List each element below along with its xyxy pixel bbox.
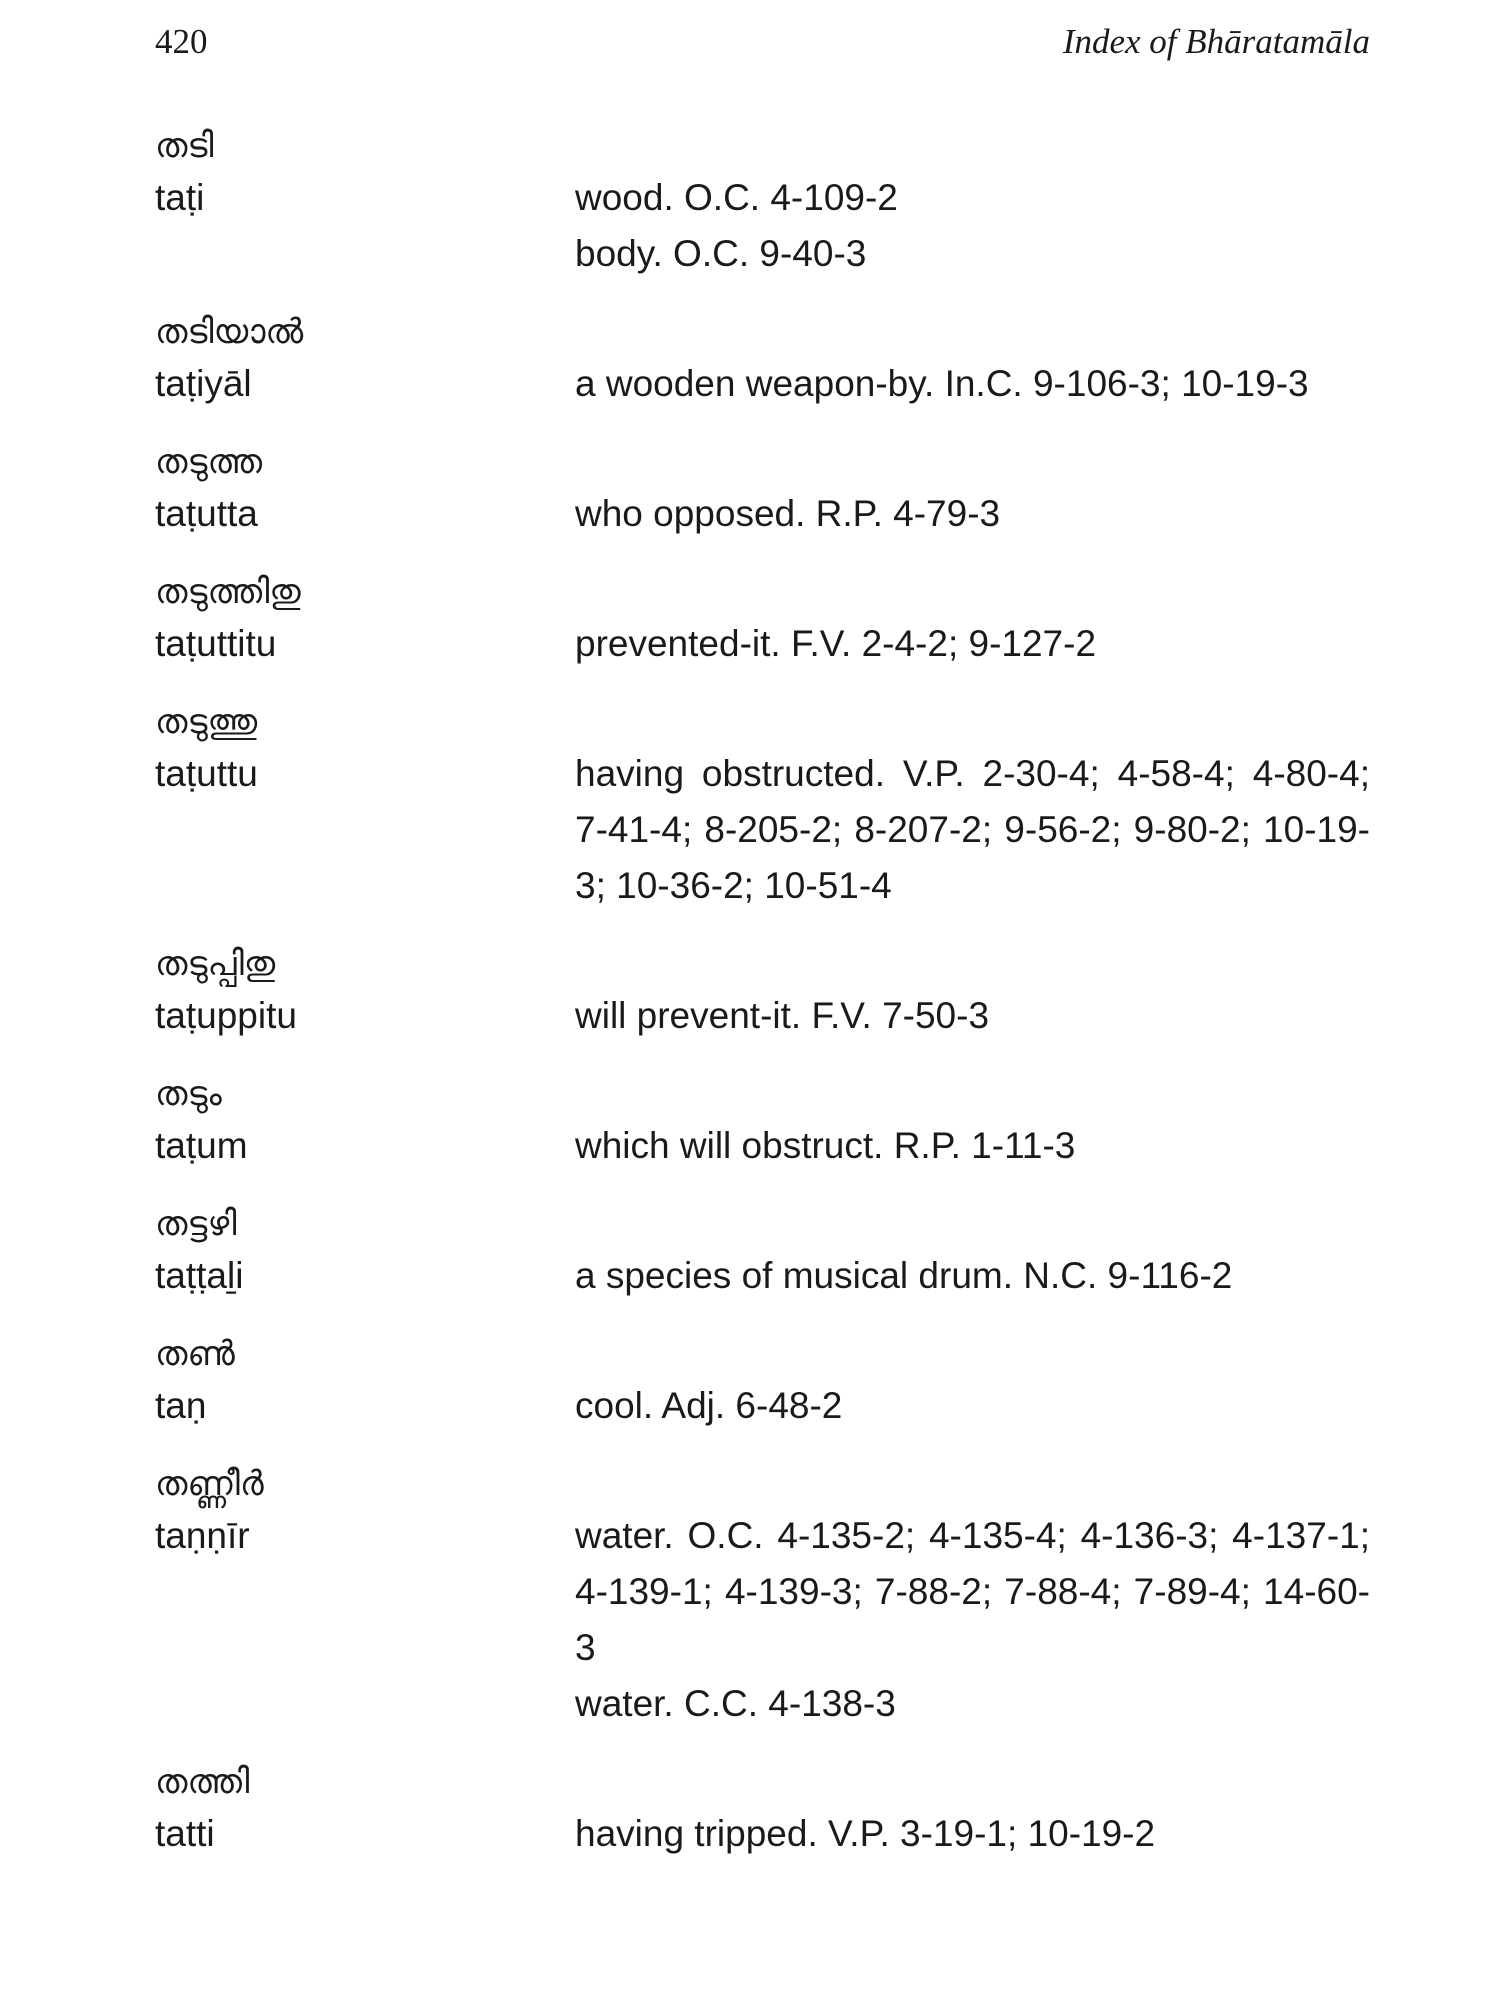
headword-malayalam: തടിയാൽ [155,312,304,352]
entry-row [155,1508,1380,1732]
headword-malayalam: തടുത്ത [155,442,263,482]
gloss-text: which will obstruct. R.P. 1-11-3 [575,1125,1076,1166]
entry-row [155,170,1380,282]
headword-transliteration: tatti [155,1813,215,1854]
entry-row [155,746,1380,914]
entry-row [155,356,1380,412]
gloss-text: will prevent-it. F.V. 7-50-3 [575,995,990,1036]
entry-row [155,1806,1380,1862]
gloss-list [575,1806,1380,1862]
gloss-list [575,1508,1380,1732]
headword-transliteration: taṭuttu [155,753,258,794]
entry-row [155,1378,1380,1434]
headword-malayalam: തടി [155,126,214,166]
index-entry [155,122,1380,282]
entry-row [155,1118,1380,1174]
gloss-list [575,988,1380,1044]
headword-transliteration: taṭuttitu [155,623,277,664]
gloss-list [575,616,1380,672]
headword-transliteration: taṭuppitu [155,995,297,1036]
headword-malayalam: തടും [155,1074,222,1114]
index-entry [155,308,1380,412]
page-header [155,22,1370,72]
gloss-text: water. C.C. 4-138-3 [575,1683,896,1724]
headword-malayalam: തൺ [155,1334,236,1374]
headword-malayalam: തട്ടഴി [155,1204,237,1244]
gloss-list [575,1378,1380,1434]
gloss-text: body. O.C. 9-40-3 [575,233,867,274]
entry-row [155,486,1380,542]
gloss-text: cool. Adj. 6-48-2 [575,1385,843,1426]
index-entry [155,1200,1380,1304]
running-title: Index of Bhāratamāla [1062,22,1370,61]
headword-transliteration: taṭum [155,1125,248,1166]
gloss-text: prevented-it. F.V. 2-4-2; 9-127-2 [575,623,1097,664]
gloss-text: a species of musical drum. N.C. 9-116-2 [575,1255,1233,1296]
gloss-list [575,486,1380,542]
gloss-list [575,170,1380,282]
entry-row [155,988,1380,1044]
gloss-list [575,746,1380,914]
gloss-text: a wooden weapon-by. In.C. 9-106-3; 10-19-3 [575,363,1309,404]
headword-malayalam: തത്തി [155,1762,250,1802]
index-entry [155,1758,1380,1862]
index-entry [155,1070,1380,1174]
headword-transliteration: taṭutta [155,493,258,534]
index-entry [155,438,1380,542]
headword-malayalam: തണ്ണീർ [155,1464,264,1504]
headword-malayalam: തടുപ്പിതു [155,944,276,984]
index-entries [155,122,1380,1888]
index-entry [155,1460,1380,1732]
headword-transliteration: taṭṭaḻi [155,1255,244,1296]
gloss-text: having tripped. V.P. 3-19-1; 10-19-2 [575,1813,1156,1854]
page-number: 420 [155,22,208,61]
index-entry [155,698,1380,914]
entry-row [155,616,1380,672]
headword-transliteration: taṭi [155,177,205,218]
headword-transliteration: taṭiyāl [155,363,252,404]
gloss-text: water. O.C. 4-135-2; 4-135-4; 4-136-3; 4-137-1; 4-139-1; 4-139-3; 7-88-2; 7-88-4; 7-89-4; 14-60-3 [575,1515,1370,1668]
headword-transliteration: taṇṇīr [155,1515,250,1556]
gloss-list [575,1248,1380,1304]
gloss-list [575,1118,1380,1174]
headword-malayalam: തടുത്തു [155,702,258,742]
index-entry [155,940,1380,1044]
index-entry [155,568,1380,672]
gloss-text: who opposed. R.P. 4-79-3 [575,493,1001,534]
gloss-text: having obstructed. V.P. 2-30-4; 4-58-4; 4-80-4; 7-41-4; 8-205-2; 8-207-2; 9-56-2; 9-80-2; 10-19-3; 10-36-2; 10-51-4 [575,753,1370,906]
headword-malayalam: തടുത്തിതു [155,572,301,612]
entry-row [155,1248,1380,1304]
gloss-list [575,356,1380,412]
gloss-text: wood. O.C. 4-109-2 [575,177,898,218]
index-entry [155,1330,1380,1434]
headword-transliteration: taṇ [155,1385,207,1426]
